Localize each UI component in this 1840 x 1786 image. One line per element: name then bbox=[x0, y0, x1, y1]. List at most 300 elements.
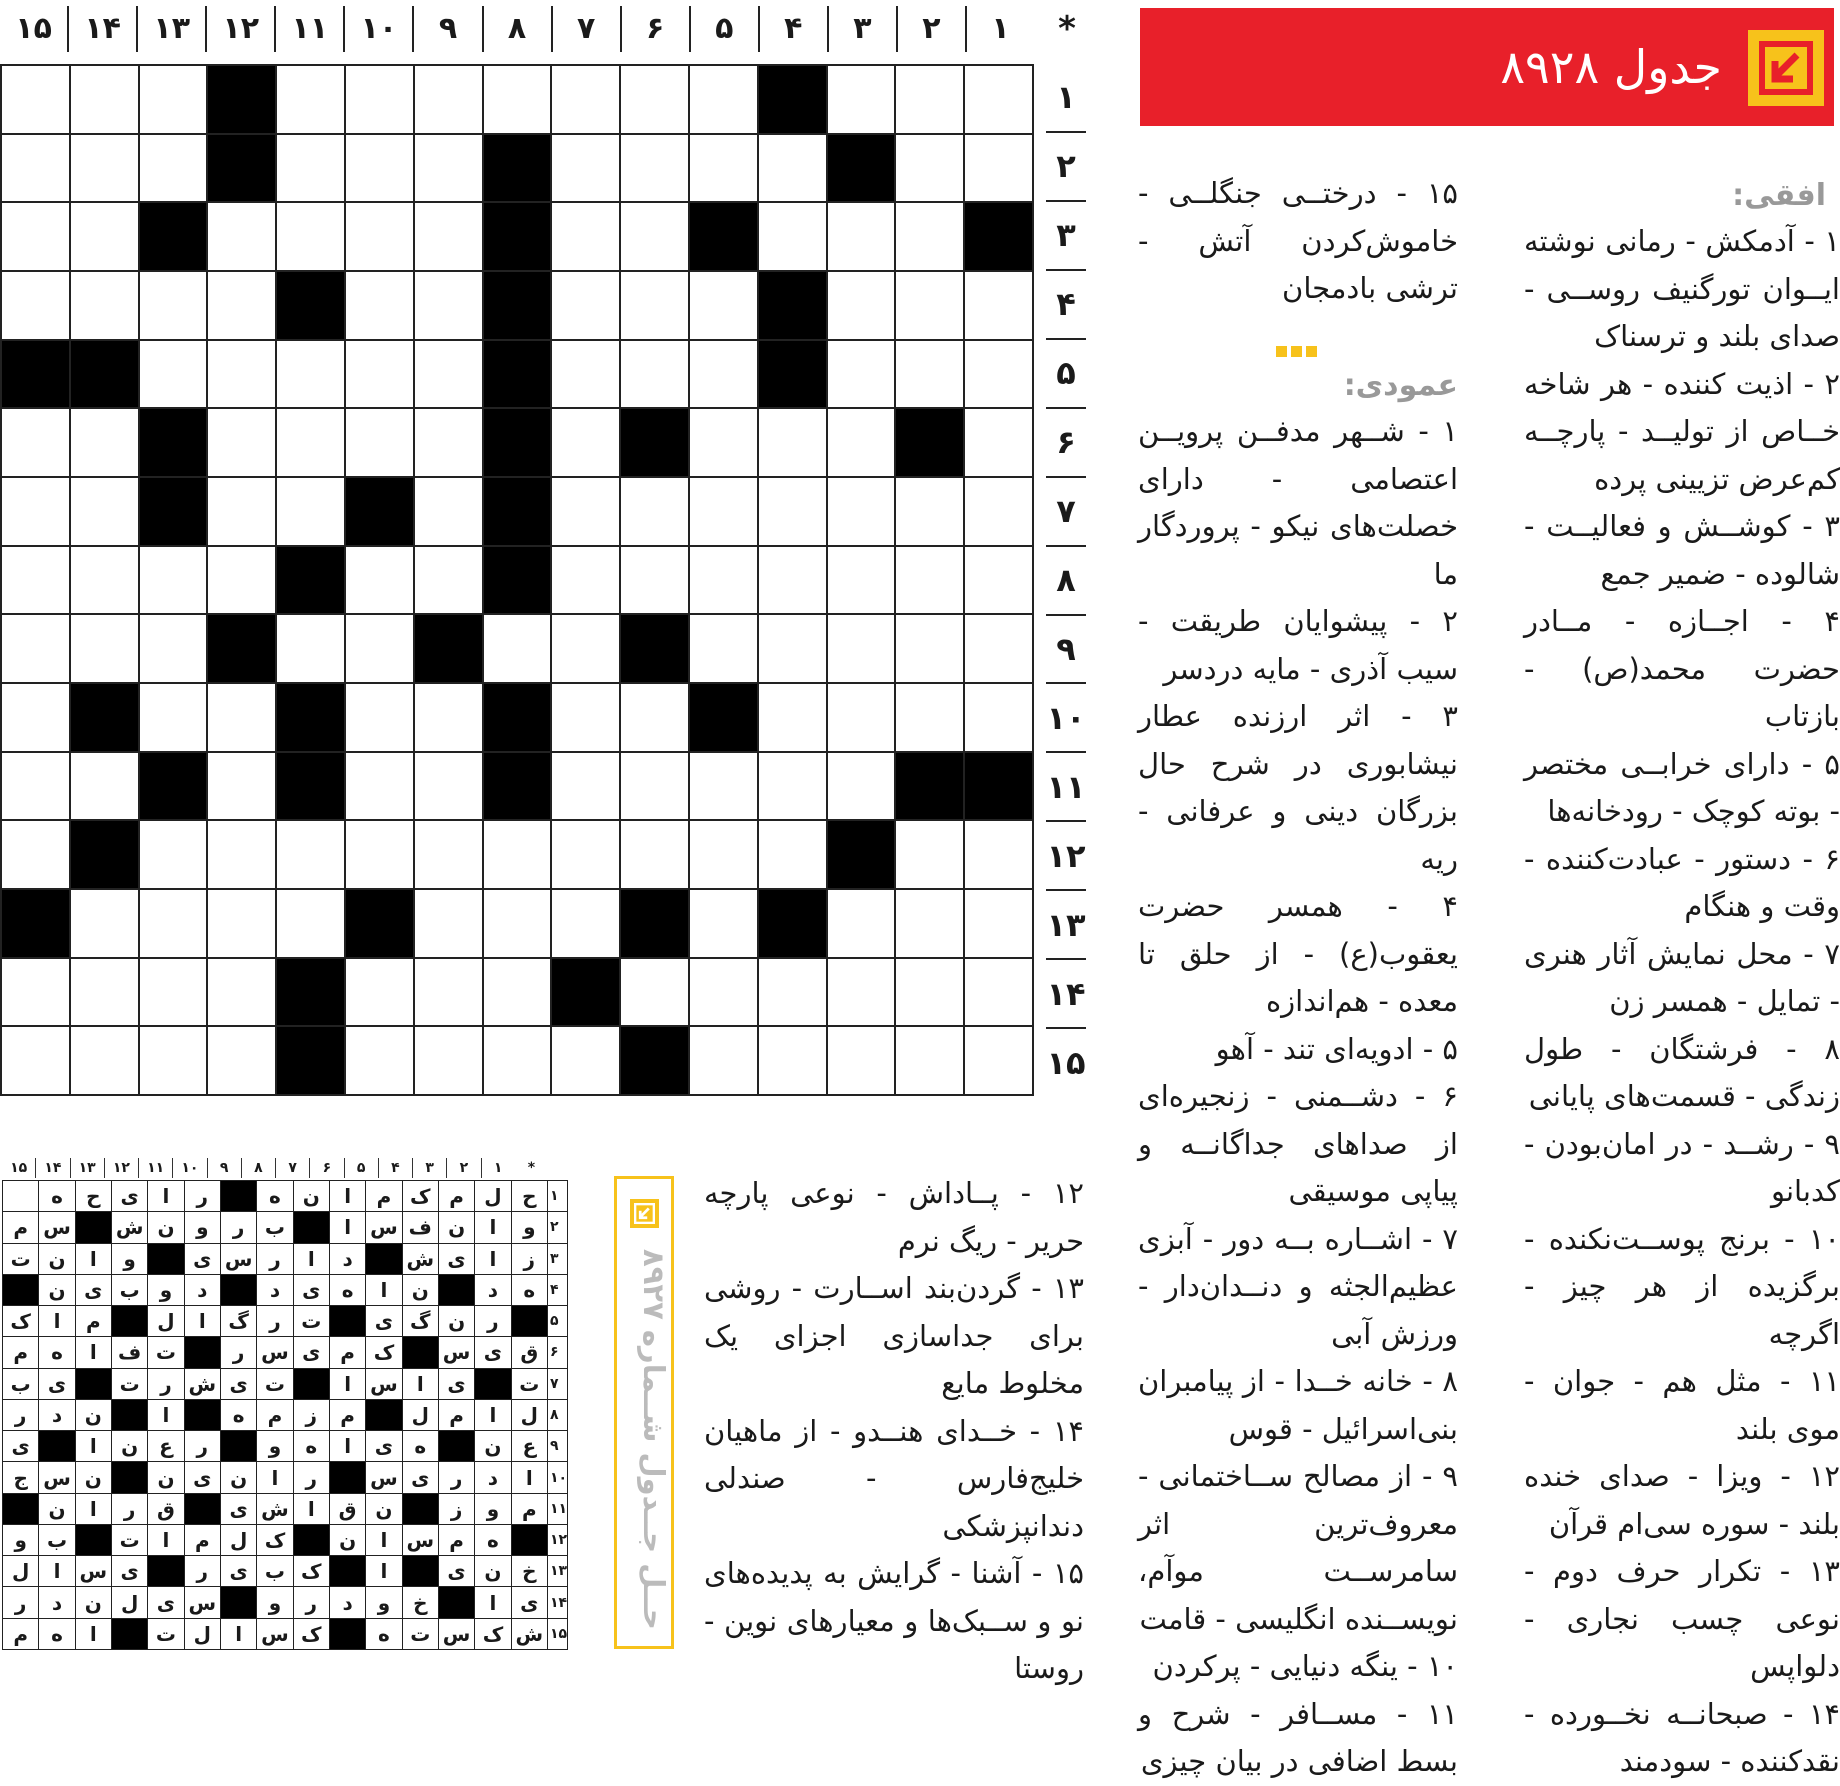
grid-cell[interactable] bbox=[758, 820, 827, 889]
solution-cell: ا bbox=[39, 1556, 75, 1587]
grid-cell[interactable] bbox=[689, 65, 758, 134]
solution-cell: س bbox=[366, 1368, 402, 1399]
grid-cell[interactable] bbox=[139, 958, 208, 1027]
solution-row-number: ۱۴ bbox=[548, 1587, 568, 1618]
solution-cell: ی bbox=[220, 1368, 256, 1399]
grid-cell[interactable] bbox=[345, 546, 414, 615]
solution-cell: ل bbox=[475, 1181, 511, 1212]
grid-cell[interactable] bbox=[964, 65, 1033, 134]
grid-cell[interactable] bbox=[689, 340, 758, 409]
grid-cell[interactable] bbox=[758, 477, 827, 546]
grid-cell[interactable] bbox=[758, 683, 827, 752]
grid-cell[interactable] bbox=[70, 546, 139, 615]
grid-cell[interactable] bbox=[689, 958, 758, 1027]
solution-cell: خ bbox=[511, 1556, 547, 1587]
grid-cell[interactable] bbox=[414, 958, 483, 1027]
grid-cell[interactable] bbox=[139, 271, 208, 340]
solution-black-cell bbox=[402, 1556, 438, 1587]
grid-cell[interactable] bbox=[689, 134, 758, 203]
grid-cell[interactable] bbox=[139, 134, 208, 203]
grid-cell[interactable] bbox=[689, 408, 758, 477]
solution-cell: ر bbox=[293, 1587, 329, 1618]
solution-row-number: ۴ bbox=[548, 1274, 568, 1305]
grid-cell[interactable] bbox=[207, 546, 276, 615]
grid-cell[interactable] bbox=[758, 958, 827, 1027]
solution-cell: ر bbox=[293, 1462, 329, 1493]
black-cell bbox=[827, 134, 896, 203]
solution-cell: ی bbox=[111, 1181, 147, 1212]
grid-cell[interactable] bbox=[70, 408, 139, 477]
solution-cell: ی bbox=[366, 1431, 402, 1462]
grid-cell[interactable] bbox=[70, 614, 139, 683]
grid-cell[interactable] bbox=[276, 65, 345, 134]
grid-cell[interactable] bbox=[895, 546, 964, 615]
grid-cell[interactable] bbox=[139, 889, 208, 958]
solution-cell: ل bbox=[402, 1399, 438, 1430]
grid-row bbox=[1, 134, 1033, 203]
grid-cell[interactable] bbox=[620, 202, 689, 271]
solution-cell: ا bbox=[329, 1368, 365, 1399]
grid-cell[interactable] bbox=[827, 340, 896, 409]
grid-cell[interactable] bbox=[207, 271, 276, 340]
black-cell bbox=[758, 340, 827, 409]
grid-cell[interactable] bbox=[207, 202, 276, 271]
grid-cell[interactable] bbox=[689, 1026, 758, 1095]
grid-cell[interactable] bbox=[1, 1026, 70, 1095]
grid-cell[interactable] bbox=[689, 889, 758, 958]
solution-black-cell bbox=[184, 1399, 220, 1430]
solution-cell: ت bbox=[511, 1368, 547, 1399]
grid-cell[interactable] bbox=[964, 820, 1033, 889]
grid-cell[interactable] bbox=[345, 408, 414, 477]
horizontal-clue-15: ۱۵ - درختــی جنگلــی - خاموش‌کردن آتش - ترشی بادمجان bbox=[1138, 176, 1458, 305]
grid-cell[interactable] bbox=[207, 408, 276, 477]
grid-cell[interactable] bbox=[551, 683, 620, 752]
grid-cell[interactable] bbox=[689, 546, 758, 615]
grid-cell[interactable] bbox=[964, 889, 1033, 958]
grid-cell[interactable] bbox=[895, 65, 964, 134]
grid-cell[interactable] bbox=[345, 134, 414, 203]
solution-row-number: ۱ bbox=[548, 1181, 568, 1212]
grid-cell[interactable] bbox=[964, 614, 1033, 683]
grid-cell[interactable] bbox=[414, 65, 483, 134]
grid-cell[interactable] bbox=[139, 546, 208, 615]
solution-cell: ن bbox=[293, 1181, 329, 1212]
solution-cell: و bbox=[257, 1431, 293, 1462]
grid-cell[interactable] bbox=[827, 477, 896, 546]
solution-black-cell bbox=[402, 1493, 438, 1524]
grid-cell[interactable] bbox=[139, 340, 208, 409]
row-numbers bbox=[1046, 64, 1086, 1096]
solution-cell: ز bbox=[511, 1243, 547, 1274]
solution-cell: س bbox=[257, 1337, 293, 1368]
crossword-grid[interactable] bbox=[0, 64, 1034, 1096]
grid-cell[interactable] bbox=[1, 752, 70, 821]
grid-cell[interactable] bbox=[483, 614, 552, 683]
grid-cell[interactable] bbox=[1, 202, 70, 271]
black-cell bbox=[139, 752, 208, 821]
grid-cell[interactable] bbox=[276, 477, 345, 546]
solution-black-cell bbox=[111, 1399, 147, 1430]
grid-cell[interactable] bbox=[276, 340, 345, 409]
black-cell bbox=[483, 408, 552, 477]
grid-cell[interactable] bbox=[345, 1026, 414, 1095]
solution-cell: ح bbox=[511, 1181, 547, 1212]
grid-cell[interactable] bbox=[895, 820, 964, 889]
solution-cell: ن bbox=[402, 1274, 438, 1305]
grid-cell[interactable] bbox=[551, 408, 620, 477]
solution-column-number: ۳ bbox=[412, 1158, 446, 1178]
grid-cell[interactable] bbox=[139, 820, 208, 889]
grid-cell[interactable] bbox=[345, 683, 414, 752]
grid-cell[interactable] bbox=[551, 65, 620, 134]
grid-cell[interactable] bbox=[620, 683, 689, 752]
solution-black-cell bbox=[438, 1587, 474, 1618]
grid-cell[interactable] bbox=[414, 408, 483, 477]
grid-cell[interactable] bbox=[70, 65, 139, 134]
grid-cell[interactable] bbox=[1, 65, 70, 134]
black-cell bbox=[551, 958, 620, 1027]
grid-cell[interactable] bbox=[964, 134, 1033, 203]
solution-cell: د bbox=[184, 1274, 220, 1305]
solution-cell: ف bbox=[111, 1337, 147, 1368]
solution-cell: ک bbox=[366, 1337, 402, 1368]
grid-cell[interactable] bbox=[483, 889, 552, 958]
solution-cell: ل bbox=[111, 1587, 147, 1618]
grid-row bbox=[1, 614, 1033, 683]
grid-cell[interactable] bbox=[758, 1026, 827, 1095]
black-cell bbox=[964, 202, 1033, 271]
black-cell bbox=[895, 752, 964, 821]
grid-cell[interactable] bbox=[414, 134, 483, 203]
grid-cell[interactable] bbox=[551, 477, 620, 546]
grid-cell[interactable] bbox=[895, 340, 964, 409]
grid-cell[interactable] bbox=[827, 958, 896, 1027]
grid-cell[interactable] bbox=[620, 340, 689, 409]
solution-cell: و bbox=[111, 1243, 147, 1274]
grid-cell[interactable] bbox=[1, 683, 70, 752]
grid-cell[interactable] bbox=[620, 271, 689, 340]
grid-cell[interactable] bbox=[827, 546, 896, 615]
solution-black-cell bbox=[329, 1618, 365, 1649]
solution-column-numbers bbox=[2, 1158, 548, 1178]
grid-cell[interactable] bbox=[70, 202, 139, 271]
solution-cell: م bbox=[3, 1337, 39, 1368]
grid-cell[interactable] bbox=[1, 271, 70, 340]
solution-cell: س bbox=[39, 1462, 75, 1493]
solution-cell: ش bbox=[257, 1493, 293, 1524]
vertical-clues-title: عمودی: bbox=[1343, 368, 1458, 403]
grid-cell[interactable] bbox=[620, 820, 689, 889]
solution-cell: س bbox=[438, 1618, 474, 1649]
grid-cell[interactable] bbox=[70, 958, 139, 1027]
grid-cell[interactable] bbox=[964, 1026, 1033, 1095]
solution-row bbox=[3, 1243, 568, 1274]
solution-cell: ر bbox=[3, 1399, 39, 1430]
grid-cell[interactable] bbox=[1, 958, 70, 1027]
grid-cell[interactable] bbox=[689, 477, 758, 546]
solution-cell: ن bbox=[39, 1243, 75, 1274]
solution-cell: ب bbox=[3, 1368, 39, 1399]
solution-cell: ر bbox=[220, 1212, 256, 1243]
grid-cell[interactable] bbox=[620, 546, 689, 615]
grid-cell[interactable] bbox=[895, 134, 964, 203]
grid-cell[interactable] bbox=[276, 408, 345, 477]
grid-cell[interactable] bbox=[414, 546, 483, 615]
grid-cell[interactable] bbox=[620, 134, 689, 203]
grid-cell[interactable] bbox=[895, 889, 964, 958]
solution-column-number: ۱۲ bbox=[104, 1158, 138, 1178]
grid-cell[interactable] bbox=[207, 889, 276, 958]
grid-cell[interactable] bbox=[895, 958, 964, 1027]
grid-cell[interactable] bbox=[895, 1026, 964, 1095]
grid-cell[interactable] bbox=[483, 958, 552, 1027]
grid-cell[interactable] bbox=[551, 340, 620, 409]
solution-cell: ن bbox=[438, 1306, 474, 1337]
solution-row bbox=[3, 1587, 568, 1618]
grid-cell[interactable] bbox=[827, 271, 896, 340]
grid-cell[interactable] bbox=[276, 889, 345, 958]
solution-cell: ل bbox=[184, 1618, 220, 1649]
column-number: ۱ bbox=[965, 6, 1034, 52]
grid-cell[interactable] bbox=[758, 202, 827, 271]
solution-cell: ا bbox=[148, 1181, 184, 1212]
solution-black-cell bbox=[511, 1306, 547, 1337]
grid-cell[interactable] bbox=[964, 958, 1033, 1027]
grid-cell[interactable] bbox=[964, 271, 1033, 340]
solution-cell: د bbox=[329, 1243, 365, 1274]
grid-cell[interactable] bbox=[276, 202, 345, 271]
vertical-clues-part-1: ۱ - شــهر مدفــن پرویــن اعتصامی - دارای خصلت‌های نیکو - پروردگار ما ۲ - پیشوایان طریقت - سیب آذری - مایه دردسر ۳ - اثر ارزنده عطار نیشابوری در شرح حال بزرگان دینی و عرفانی - ریه ۴ - همسر حضرت یعقوب(ع) - از حلق تا معده - هم‌اندازه ۵ - ادویه‌ای تند - آهو ۶ - دشــمنی - زنجیره‌ای از صداهای جداگانــه و پیاپی موسیقی ۷ - اشــاره بــه دور - آبزی عظیم‌الجثه و دنــدان‌دار - ورزش آبی ۸ - خانه خــدا - از پیامبران بنی‌اسرائیل - قوس ۹ - از مصالح ســاختمانی - معروف‌ترین اثر سامرســت موآم، نویســنده انگلیسی - قامت ۱۰ - ینگه دنیایی - پرکردن ۱۱ - مســافر - شرح و بسط اضافی در بیان چیزی bbox=[1138, 414, 1458, 1778]
grid-cell[interactable] bbox=[414, 752, 483, 821]
grid-cell[interactable] bbox=[345, 752, 414, 821]
grid-cell[interactable] bbox=[414, 683, 483, 752]
solution-cell: ت bbox=[402, 1618, 438, 1649]
black-cell bbox=[483, 546, 552, 615]
grid-cell[interactable] bbox=[414, 820, 483, 889]
solution-cell: ه bbox=[220, 1399, 256, 1430]
solution-black-cell bbox=[111, 1618, 147, 1649]
solution-cell: م bbox=[438, 1181, 474, 1212]
grid-row bbox=[1, 477, 1033, 546]
grid-cell[interactable] bbox=[1, 477, 70, 546]
grid-cell[interactable] bbox=[551, 614, 620, 683]
grid-cell[interactable] bbox=[551, 134, 620, 203]
grid-cell[interactable] bbox=[827, 889, 896, 958]
grid-cell[interactable] bbox=[207, 958, 276, 1027]
grid-cell[interactable] bbox=[1, 546, 70, 615]
grid-cell[interactable] bbox=[414, 889, 483, 958]
solution-cell: ا bbox=[366, 1556, 402, 1587]
black-cell bbox=[620, 408, 689, 477]
grid-cell[interactable] bbox=[551, 202, 620, 271]
grid-cell[interactable] bbox=[689, 614, 758, 683]
grid-cell[interactable] bbox=[689, 820, 758, 889]
grid-cell[interactable] bbox=[207, 1026, 276, 1095]
solution-cell: ا bbox=[75, 1337, 111, 1368]
grid-cell[interactable] bbox=[758, 546, 827, 615]
solution-black-cell bbox=[329, 1306, 365, 1337]
grid-cell[interactable] bbox=[827, 1026, 896, 1095]
solution-row bbox=[3, 1462, 568, 1493]
solution-row-number: ۵ bbox=[548, 1306, 568, 1337]
solution-row-number: ۲ bbox=[548, 1212, 568, 1243]
solution-cell: ق bbox=[511, 1337, 547, 1368]
grid-cell[interactable] bbox=[551, 271, 620, 340]
solution-cell: ک bbox=[257, 1524, 293, 1555]
solution-cell: ر bbox=[184, 1181, 220, 1212]
solution-row bbox=[3, 1399, 568, 1430]
grid-cell[interactable] bbox=[207, 477, 276, 546]
grid-cell[interactable] bbox=[620, 65, 689, 134]
grid-cell[interactable] bbox=[276, 134, 345, 203]
grid-cell[interactable] bbox=[70, 477, 139, 546]
grid-cell[interactable] bbox=[139, 614, 208, 683]
row-number: ۱۳ bbox=[1046, 891, 1086, 960]
grid-cell[interactable] bbox=[70, 134, 139, 203]
solution-cell: ح bbox=[75, 1181, 111, 1212]
solution-cell: ن bbox=[329, 1524, 365, 1555]
solution-black-cell bbox=[293, 1368, 329, 1399]
grid-cell[interactable] bbox=[207, 683, 276, 752]
solution-column-number: ۱۴ bbox=[35, 1158, 69, 1178]
grid-cell[interactable] bbox=[827, 614, 896, 683]
solution-cell: ی bbox=[293, 1274, 329, 1305]
grid-cell[interactable] bbox=[551, 820, 620, 889]
grid-cell[interactable] bbox=[895, 477, 964, 546]
grid-cell[interactable] bbox=[895, 614, 964, 683]
grid-cell[interactable] bbox=[345, 340, 414, 409]
grid-cell[interactable] bbox=[1, 134, 70, 203]
black-cell bbox=[483, 477, 552, 546]
row-number: ۱۲ bbox=[1046, 822, 1086, 891]
solution-cell: ز bbox=[293, 1399, 329, 1430]
grid-cell[interactable] bbox=[689, 752, 758, 821]
grid-cell[interactable] bbox=[483, 820, 552, 889]
grid-cell[interactable] bbox=[827, 752, 896, 821]
grid-cell[interactable] bbox=[414, 340, 483, 409]
grid-cell[interactable] bbox=[758, 408, 827, 477]
grid-cell[interactable] bbox=[345, 202, 414, 271]
grid-cell[interactable] bbox=[483, 1026, 552, 1095]
solution-cell: ت bbox=[148, 1618, 184, 1649]
solution-cell: د bbox=[257, 1274, 293, 1305]
grid-cell[interactable] bbox=[483, 65, 552, 134]
solution-row bbox=[3, 1212, 568, 1243]
grid-cell[interactable] bbox=[895, 271, 964, 340]
grid-row bbox=[1, 683, 1033, 752]
grid-cell[interactable] bbox=[827, 202, 896, 271]
grid-cell[interactable] bbox=[551, 546, 620, 615]
solution-cell: ف bbox=[402, 1212, 438, 1243]
row-number: ۱۴ bbox=[1046, 960, 1086, 1029]
grid-cell[interactable] bbox=[758, 134, 827, 203]
black-cell bbox=[689, 202, 758, 271]
solution-column-number: ۲ bbox=[446, 1158, 480, 1178]
grid-cell[interactable] bbox=[70, 1026, 139, 1095]
solution-column-number: ۱۱ bbox=[138, 1158, 172, 1178]
grid-cell[interactable] bbox=[414, 271, 483, 340]
grid-cell[interactable] bbox=[827, 65, 896, 134]
grid-cell[interactable] bbox=[345, 958, 414, 1027]
grid-cell[interactable] bbox=[345, 271, 414, 340]
grid-cell[interactable] bbox=[1, 820, 70, 889]
solution-cell: و bbox=[148, 1274, 184, 1305]
grid-cell[interactable] bbox=[70, 889, 139, 958]
grid-cell[interactable] bbox=[70, 752, 139, 821]
solution-cell: ن bbox=[220, 1462, 256, 1493]
solution-column-number: ۶ bbox=[309, 1158, 343, 1178]
grid-cell[interactable] bbox=[895, 683, 964, 752]
row-number: ۴ bbox=[1046, 271, 1086, 340]
solution-cell: ک bbox=[293, 1556, 329, 1587]
grid-cell[interactable] bbox=[207, 340, 276, 409]
grid-cell[interactable] bbox=[620, 958, 689, 1027]
grid-cell[interactable] bbox=[620, 477, 689, 546]
solution-cell: ج bbox=[3, 1462, 39, 1493]
solution-black-cell bbox=[148, 1556, 184, 1587]
grid-cell[interactable] bbox=[70, 271, 139, 340]
grid-cell[interactable] bbox=[276, 614, 345, 683]
grid-cell[interactable] bbox=[827, 408, 896, 477]
grid-cell[interactable] bbox=[689, 271, 758, 340]
solution-cell: ق bbox=[148, 1493, 184, 1524]
black-cell bbox=[345, 889, 414, 958]
grid-cell[interactable] bbox=[827, 683, 896, 752]
solution-black-cell bbox=[75, 1524, 111, 1555]
solution-black-cell bbox=[220, 1181, 256, 1212]
black-cell bbox=[207, 614, 276, 683]
grid-cell[interactable] bbox=[276, 820, 345, 889]
grid-cell[interactable] bbox=[1, 614, 70, 683]
grid-cell[interactable] bbox=[964, 477, 1033, 546]
grid-cell[interactable] bbox=[345, 614, 414, 683]
solution-black-cell bbox=[366, 1399, 402, 1430]
grid-cell[interactable] bbox=[964, 340, 1033, 409]
grid-cell[interactable] bbox=[1, 408, 70, 477]
grid-cell[interactable] bbox=[551, 752, 620, 821]
horizontal-clues: ۱ - آدمکش - رمانی نوشته ایــوان تورگنیف روســی - صدای بلند و ترسناک ۲ - اذیت کننده - هر شاخه خــاص از تولیــد - پارچــه کم‌عرض تزیینی پرده ۳ - کوشــش و فعالیــت - شالوده - ضمیر جمع ۴ - اجــازه - مــادر حضرت محمد(ص) - بازتاب ۵ - دارای خرابــی مختصر - بوته کوچک - رودخانه‌ها ۶ - دستور - عبادت‌کننده - وقت و هنگام ۷ - محل نمایش آثار هنری - تمایل - همسر زن ۸ - فرشتگان - طول زندگی - قسمت‌های پایانی ۹ - رشــد - در امان‌بودن - کدبانو ۱۰ - برنج پوســت‌نکنده - برگزیده از هر چیز - اگرچه ۱۱ - مثل هم - جوان - موی بلند ۱۲ - ویزا - صدای خنده بلند - سوره سی‌ام قرآن ۱۳ - تکرار حرف دوم - نوعی چسب نجاری - دلواپس ۱۴ - صبحانــه نخــورده - نقدکننده - سودمند bbox=[1524, 224, 1840, 1778]
solution-cell: ه bbox=[366, 1618, 402, 1649]
grid-cell[interactable] bbox=[345, 65, 414, 134]
grid-cell[interactable] bbox=[139, 1026, 208, 1095]
grid-cell[interactable] bbox=[551, 1026, 620, 1095]
black-cell bbox=[276, 752, 345, 821]
grid-cell[interactable] bbox=[207, 752, 276, 821]
grid-cell[interactable] bbox=[414, 477, 483, 546]
grid-cell[interactable] bbox=[620, 752, 689, 821]
grid-cell[interactable] bbox=[964, 683, 1033, 752]
grid-cell[interactable] bbox=[964, 408, 1033, 477]
solution-cell: م bbox=[329, 1399, 365, 1430]
column-number: ۹ bbox=[412, 6, 481, 52]
grid-cell[interactable] bbox=[758, 614, 827, 683]
grid-cell[interactable] bbox=[964, 546, 1033, 615]
grid-cell[interactable] bbox=[551, 889, 620, 958]
grid-cell[interactable] bbox=[345, 820, 414, 889]
grid-cell[interactable] bbox=[758, 752, 827, 821]
grid-cell[interactable] bbox=[895, 202, 964, 271]
grid-cell[interactable] bbox=[139, 683, 208, 752]
grid-cell[interactable] bbox=[207, 820, 276, 889]
solution-cell: ی bbox=[402, 1462, 438, 1493]
solution-cell: ع bbox=[148, 1431, 184, 1462]
grid-cell[interactable] bbox=[414, 202, 483, 271]
grid-cell[interactable] bbox=[139, 65, 208, 134]
grid-cell[interactable] bbox=[414, 1026, 483, 1095]
solution-cell: ی bbox=[184, 1243, 220, 1274]
solution-cell: خ bbox=[402, 1587, 438, 1618]
